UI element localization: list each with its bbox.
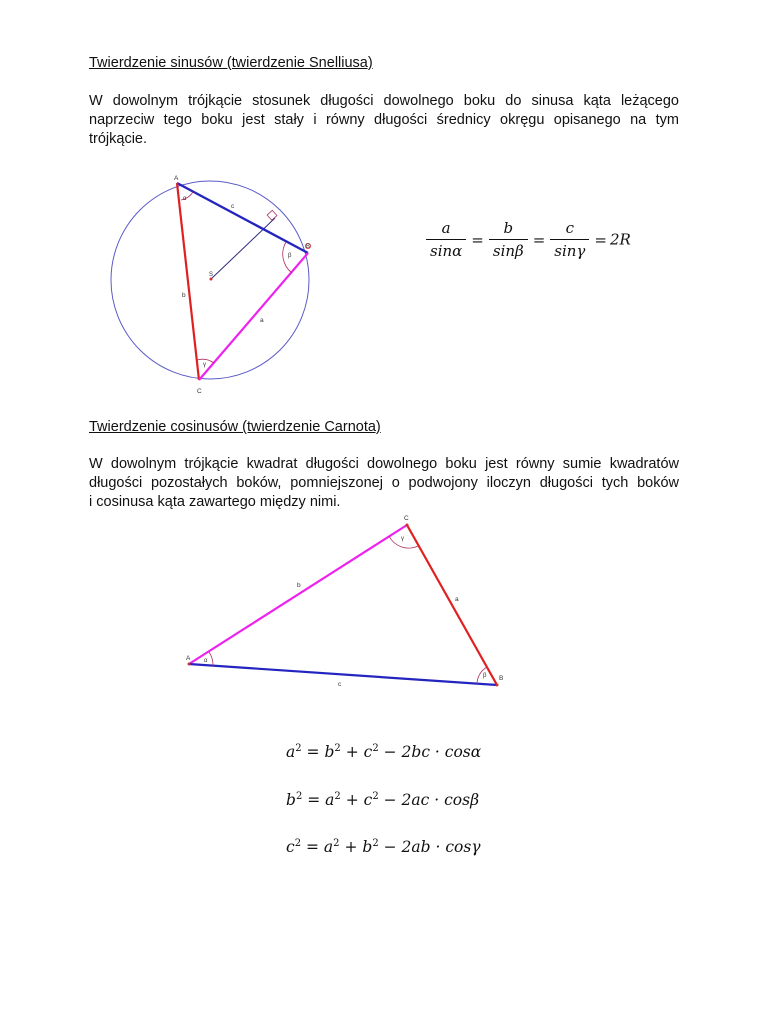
eq-lhs: c [286,838,295,857]
paragraph-line: i cosinusa kąta zawartego między nimi. [89,494,341,510]
side-a-line [407,525,497,685]
eq-cos: cosα [444,743,482,762]
equals-sign: = [532,230,546,249]
exponent: 2 [372,743,379,754]
denominator: sinα [430,242,463,260]
vertex-marker [406,524,409,527]
exponent: 2 [372,791,379,802]
label-A: A [186,655,191,662]
vertex-marker [496,684,499,687]
eq-lhs: b [286,791,296,810]
cosine-theorem-heading: Twierdzenie cosinusów (twierdzenie Carnota) [89,419,381,435]
label-B: B [306,244,311,250]
numerator: a [426,219,466,240]
angle-alpha-arc [209,652,213,666]
label-side-a: a [455,596,459,603]
eq-term1: b [324,743,335,762]
formula-rhs: 2R [609,230,631,249]
label-side-b: b [182,292,186,299]
eq-coef: 2ac [401,791,430,810]
denominator: sinβ [492,242,524,260]
exponent: 2 [334,743,341,754]
label-side-b: b [297,582,301,589]
eq-term1: a [323,838,334,857]
exponent: 2 [333,838,340,849]
cosine-law-equation-c: $c^2 = a^2 + b^2 - 2ab \cdot \cos\gamma$ [286,838,481,857]
paragraph-line: W dowolnym trójkącie stosunek długości dowolnego boku do sinusa kąta leżącego [89,93,679,109]
exponent: 2 [295,743,302,754]
label-alpha: α [204,658,208,664]
label-S: S [209,272,214,278]
equals-sign: = [594,230,607,249]
eq-term1: a [325,791,335,810]
label-side-c: c [338,681,342,688]
label-beta: β [288,253,292,259]
label-C: C [197,388,202,395]
side-b-line [189,525,407,664]
label-B: B [499,675,504,682]
label-side-c: c [231,203,235,210]
paragraph-line: trójkącie. [89,131,148,147]
eq-cos: cosγ [445,838,481,857]
eq-term2: c [363,791,373,810]
sine-theorem-heading: Twierdzenie sinusów (twierdzenie Snelliusa) [89,55,373,71]
exponent: 2 [295,791,303,802]
label-side-a: a [260,317,264,324]
label-gamma: γ [401,536,404,542]
eq-coef: 2bc [401,743,430,762]
numerator: c [550,219,589,240]
paragraph-line: naprzeciw tego boku jest stały i równy długości średnicy okręgu opisanego na tym [89,112,679,128]
label-alpha: α [183,196,187,202]
eq-coef: 2ab [401,838,431,857]
vertex-marker [188,663,191,666]
eq-term2: b [362,838,373,857]
equals-sign: = [471,230,484,249]
denominator: sinγ [554,242,586,260]
exponent: 2 [334,791,341,802]
exponent: 2 [372,838,379,849]
cosine-law-equation-a: $a^2 = b^2 + c^2 - 2bc \cdot \cos\alpha$ [286,743,482,762]
eq-term2: c [363,743,373,762]
eq-lhs: a [286,743,296,762]
label-A: A [174,175,179,182]
label-C: C [404,515,409,522]
eq-cos: cosβ [444,791,480,810]
label-beta: β [483,673,487,679]
paragraph-line: długości pozostałych boków, pomniejszonej o podwojony iloczyn długości tych boków [89,475,679,491]
cosine-law-equation-b: $b^2 = a^2 + c^2 - 2ac \cdot \cos\beta$ [286,791,480,810]
side-c-line [189,664,497,685]
label-gamma: γ [203,362,206,368]
exponent: 2 [294,838,302,849]
paragraph-line: W dowolnym trójkącie kwadrat długości dowolnego boku jest równy sumie kwadratów [89,456,679,472]
numerator: b [489,219,528,240]
